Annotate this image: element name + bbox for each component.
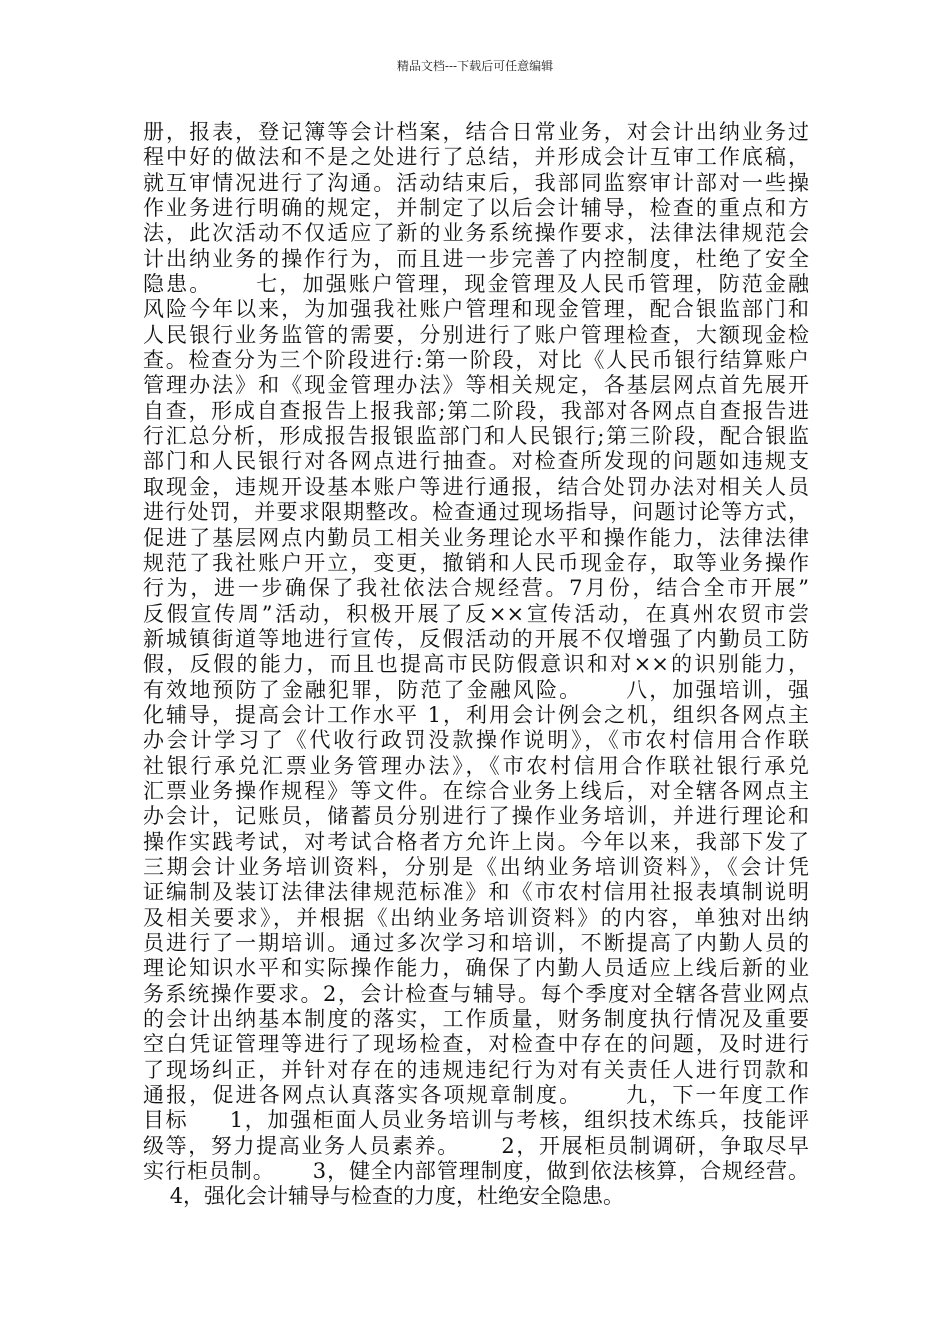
body-text-line: 隐患。 七，加强账户管理，现金管理及人民币管理，防范金融 [143,272,809,297]
body-text-line: 目标 1，加强柜面人员业务培训与考核，组织技术练兵，技能评 [143,1108,809,1133]
body-text-line: 反假宣传周”活动，积极开展了反××宣传活动，在真州农贸市尝 [143,601,809,626]
body-text-line: 实行柜员制。 3，健全内部管理制度，做到依法核算，合规经营。 [143,1159,809,1184]
body-text-line: 理论知识水平和实际操作能力，确保了内勤人员适应上线后新的业 [143,956,809,981]
body-text-line: 查。检查分为三个阶段进行:第一阶段，对比《人民币银行结算账户 [143,348,809,373]
body-text-line: 风险今年以来，为加强我社账户管理和现金管理，配合银监部门和 [143,297,809,322]
body-text-line: 行汇总分析，形成报告报银监部门和人民银行;第三阶段，配合银监 [143,424,809,449]
body-text-line: 部门和人民银行对各网点进行抽查。对检查所发现的问题如违规支 [143,449,809,474]
body-text-line: 程中好的做法和不是之处进行了总结，并形成会计互审工作底稿， [143,145,809,170]
body-text-line: 办会计，记账员，储蓄员分别进行了操作业务培训，并进行理论和 [143,804,809,829]
body-text-line: 规范了我社账户开立，变更，撤销和人民币现金存，取等业务操作 [143,550,809,575]
body-text-line: 员进行了一期培训。通过多次学习和培训，不断提高了内勤人员的 [143,931,809,955]
body-text-line: 三期会计业务培训资料，分别是《出纳业务培训资料》，《会计凭 [143,854,809,879]
body-text-line: 管理办法》和《现金管理办法》等相关规定，各基层网点首先展开 [143,373,809,398]
page-header: 精品文档---下载后可任意编辑 [396,59,554,73]
body-text-line: 自查，形成自查报告上报我部;第二阶段，我部对各网点自查报告进 [143,398,809,423]
body-text-line: 取现金，违规开设基本账户等进行通报，结合处罚办法对相关人员 [143,474,809,499]
body-text-line: 务系统操作要求。2，会计检查与辅导。每个季度对全辖各营业网点 [143,981,809,1006]
body-text-line: 计出纳业务的操作行为，而且进一步完善了内控制度，杜绝了安全 [143,246,809,271]
body-text-line: 4，强化会计辅导与检查的力度，杜绝安全隐患。 [143,1184,625,1209]
body-text-line: 的会计出纳基本制度的落实，工作质量，财务制度执行情况及重要 [143,1007,809,1032]
body-text-line: 人民银行业务监管的需要，分别进行了账户管理检查，大额现金检 [143,322,809,347]
body-text-line: 办会计学习了《代收行政罚没款操作说明》，《市农村信用合作联 [143,728,809,753]
body-text-line: 法，此次活动不仅适应了新的业务系统操作要求，法律法律规范会 [143,221,809,246]
body-text-line: 通报，促进各网点认真落实各项规章制度。 九，下一年度工作 [143,1083,809,1108]
body-text-line: 及相关要求》，并根据《出纳业务培训资料》的内容，单独对出纳 [143,905,809,930]
body-text-line: 作业务进行明确的规定，并制定了以后会计辅导，检查的重点和方 [143,196,809,221]
body-text-line: 册，报表，登记簿等会计档案，结合日常业务，对会计出纳业务过 [143,120,809,144]
body-text-line: 了现场纠正，并针对存在的违规违纪行为对有关责任人进行罚款和 [143,1057,809,1082]
body-text-line: 就互审情况进行了沟通。活动结束后，我部同监察审计部对一些操 [143,170,809,195]
document-body [143,120,809,1210]
body-text-line: 有效地预防了金融犯罪，防范了金融风险。 八，加强培训，强 [143,677,809,702]
body-text-line: 假，反假的能力，而且也提高市民防假意识和对××的识别能力， [143,652,809,677]
body-text-line: 空白凭证管理等进行了现场检查，对检查中存在的问题，及时进行 [143,1032,809,1057]
body-text-line: 化辅导，提高会计工作水平 1，利用会计例会之机，组织各网点主 [143,702,809,727]
body-text-line: 证编制及装订法律法律规范标准》和《市农村信用社报表填制说明 [143,880,809,905]
body-text-line: 汇票业务操作规程》等文件。在综合业务上线后，对全辖各网点主 [143,778,809,803]
body-text-line: 级等，努力提高业务人员素养。 2，开展柜员制调研，争取尽早 [143,1133,809,1158]
body-text-line: 操作实践考试，对考试合格者方允许上岗。今年以来，我部下发了 [143,829,809,854]
body-text-line: 行为，进一步确保了我社依法合规经营。7月份，结合全市开展” [143,576,809,601]
body-text-line: 促进了基层网点内勤员工相关业务理论水平和操作能力，法律法律 [143,525,809,550]
body-text-line: 进行处罚，并要求限期整改。检查通过现场指导，问题讨论等方式， [143,500,809,525]
body-text-line: 社银行承兑汇票业务管理办法》，《市农村信用合作联社银行承兑 [143,753,809,778]
body-text-line: 新城镇街道等地进行宣传，反假活动的开展不仅增强了内勤员工防 [143,626,809,651]
